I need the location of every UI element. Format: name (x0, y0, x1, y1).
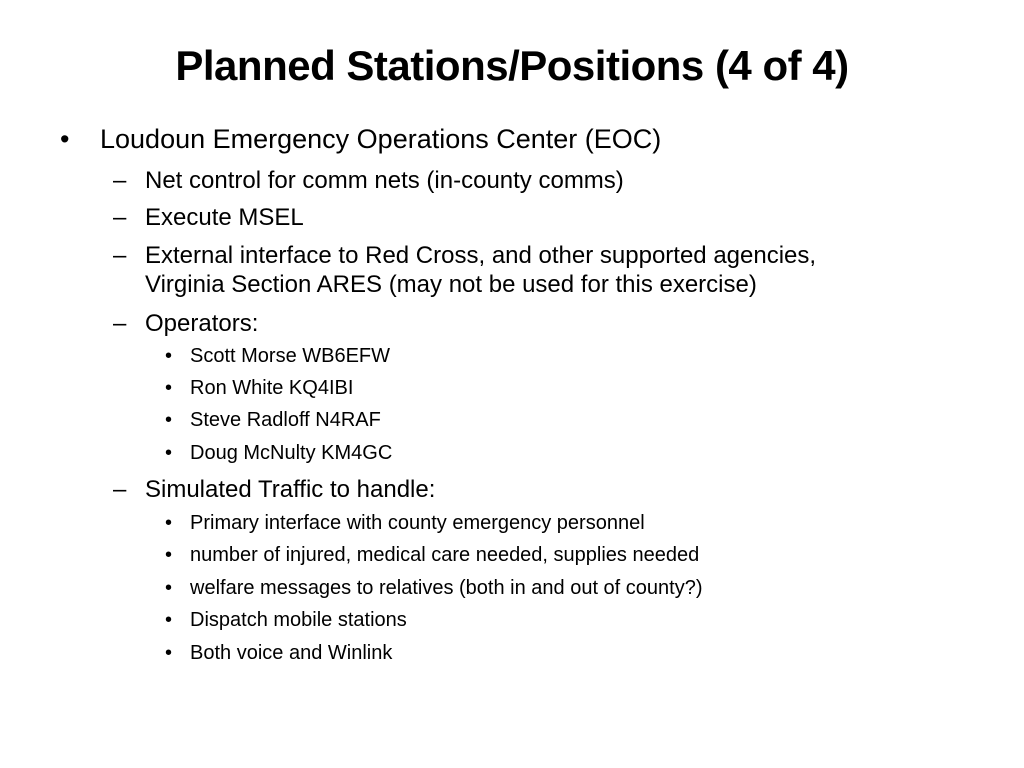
traffic-item (0, 641, 1024, 666)
bullet-icon: • (165, 544, 173, 566)
operator-name: Ron White KQ4IBI (190, 377, 354, 399)
bullet-item-eoc (0, 123, 1024, 155)
sub-item-text: Operators: (145, 310, 259, 337)
traffic-item (0, 511, 1024, 536)
traffic-text: Both voice and Winlink (190, 642, 393, 664)
sub-item-net-control (0, 166, 1024, 195)
bullet-icon: • (165, 577, 173, 599)
bullet-icon: • (165, 512, 173, 534)
slide-title: Planned Stations/Positions (4 of 4) (175, 42, 849, 89)
dash-icon: – (113, 204, 127, 231)
traffic-text: number of injured, medical care needed, supplies needed (190, 544, 700, 566)
bullet-icon: • (165, 609, 173, 631)
sub-item-operators (0, 309, 1024, 338)
sub-item-msel (0, 203, 1024, 232)
traffic-item (0, 608, 1024, 633)
dash-icon: – (113, 310, 127, 337)
traffic-text: Primary interface with county emergency personnel (190, 512, 645, 534)
operator-name: Scott Morse WB6EFW (190, 345, 391, 367)
dash-icon: – (113, 242, 127, 269)
traffic-item (0, 576, 1024, 601)
bullet-icon: • (165, 642, 173, 664)
operator-item (0, 441, 1024, 466)
bullet-icon: • (165, 345, 173, 367)
traffic-text: Dispatch mobile stations (190, 609, 407, 631)
bullet-icon: • (165, 409, 173, 431)
operator-item (0, 376, 1024, 401)
traffic-text: welfare messages to relatives (both in and out of county?) (190, 577, 703, 599)
bullet-icon: • (165, 442, 173, 464)
sub-item-external (0, 241, 1024, 270)
operator-name: Steve Radloff N4RAF (190, 409, 381, 431)
operator-name: Doug McNulty KM4GC (190, 442, 393, 464)
operator-item (0, 344, 1024, 369)
dash-icon: – (113, 476, 127, 503)
sub-item-text: Net control for comm nets (in-county comms) (145, 167, 624, 194)
sub-item-traffic (0, 475, 1024, 504)
bullet-icon: • (60, 124, 70, 154)
sub-item-text: Simulated Traffic to handle: (145, 476, 436, 503)
bullet-icon: • (165, 377, 173, 399)
sub-item-text: External interface to Red Cross, and other supported agencies, (145, 242, 817, 269)
sub-item-text: Execute MSEL (145, 204, 304, 231)
operator-item (0, 408, 1024, 433)
bullet-text: Loudoun Emergency Operations Center (EOC) (100, 124, 662, 154)
sub-item-text: Virginia Section ARES (may not be used for this exercise) (145, 271, 757, 298)
dash-icon: – (113, 167, 127, 194)
traffic-item (0, 543, 1024, 568)
sub-item-external-continued (0, 270, 1024, 299)
